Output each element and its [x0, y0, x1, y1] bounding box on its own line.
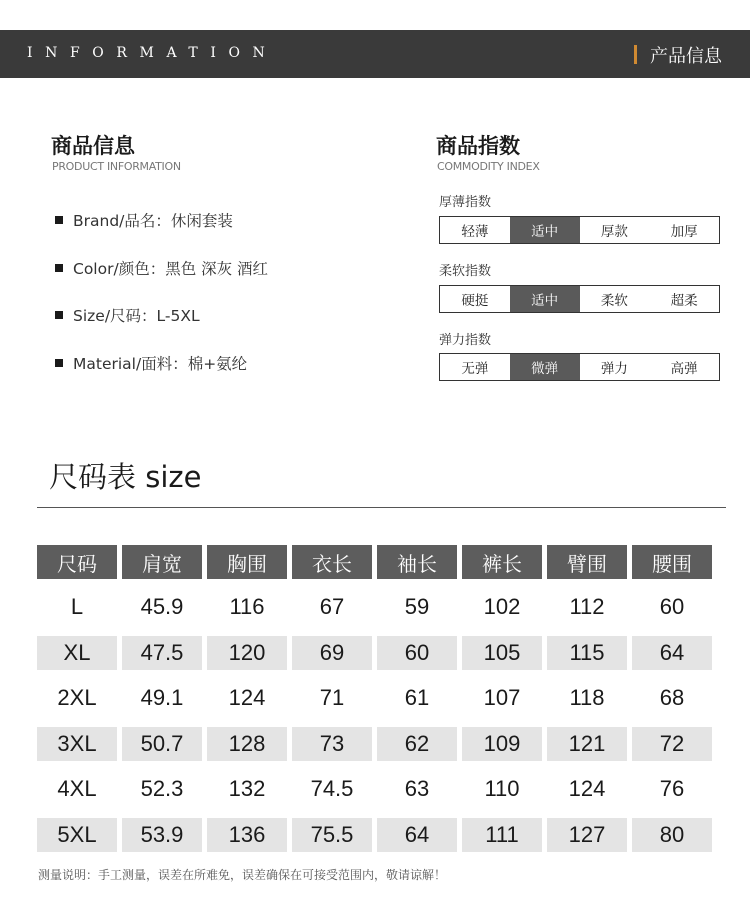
table-value-cell: 121	[547, 727, 627, 761]
info-item-text: Brand/品名：休闲套装	[73, 212, 233, 230]
index-option-selected: 微弹	[510, 354, 580, 380]
table-value-cell: 67	[319, 594, 345, 619]
table-value-cell: 45.9	[140, 594, 184, 619]
table-value-cell: 124	[228, 685, 266, 710]
table-value-cell: 59	[404, 594, 430, 619]
table-value-cell: 112	[569, 594, 605, 619]
index-option: 高弹	[670, 361, 698, 377]
measurement-note: 测量说明：手工测量，误差在所难免，误差确保在可接受范围内，敬请谅解！	[38, 868, 447, 882]
elasticity-index-scale	[439, 353, 720, 381]
table-value-cell: 127	[547, 818, 627, 852]
table-value-cell: 80	[632, 818, 712, 852]
index-option: 厚款	[600, 224, 628, 240]
info-item-size	[55, 304, 200, 326]
table-value-cell: 128	[207, 727, 287, 761]
table-value-cell: 116	[229, 594, 265, 619]
index-option-selected: 适中	[510, 286, 580, 312]
elasticity-index-label: 弹力指数	[439, 333, 492, 348]
info-item-brand	[55, 209, 233, 231]
table-value-cell: 63	[404, 776, 430, 801]
index-option: 轻薄	[461, 224, 489, 240]
table-value-cell: 68	[659, 685, 685, 710]
table-header-cell: 裤长	[462, 545, 542, 579]
table-size-cell: 4XL	[57, 776, 97, 801]
banner-information-text: INFORMATION	[27, 45, 278, 61]
index-option: 柔软	[600, 293, 628, 309]
softness-index-label: 柔软指数	[439, 264, 492, 279]
table-value-cell: 52.3	[140, 776, 184, 801]
index-option: 无弹	[461, 361, 489, 377]
table-value-cell: 109	[462, 727, 542, 761]
table-value-cell: 75.5	[292, 818, 372, 852]
index-option-selected: 适中	[510, 217, 580, 243]
table-value-cell: 115	[547, 636, 627, 670]
table-value-cell: 71	[319, 685, 345, 710]
table-value-cell: 110	[484, 776, 520, 801]
product-info-title: 商品信息	[51, 134, 135, 158]
table-size-cell: 3XL	[37, 727, 117, 761]
size-chart-title: 尺码表 size	[49, 460, 202, 494]
table-value-cell: 49.1	[140, 685, 184, 710]
bullet-square-icon	[55, 264, 63, 272]
table-header-cell: 袖长	[377, 545, 457, 579]
table-value-cell: 60	[377, 636, 457, 670]
index-option: 硬挺	[461, 293, 489, 309]
table-size-cell: 2XL	[57, 685, 97, 710]
info-item-color	[55, 257, 268, 279]
table-value-cell: 53.9	[122, 818, 202, 852]
table-header-cell: 胸围	[207, 545, 287, 579]
thickness-index-scale	[439, 216, 720, 244]
size-chart-divider	[37, 507, 726, 508]
table-header-cell: 腰围	[632, 545, 712, 579]
commodity-index-subtitle: COMMODITY INDEX	[437, 160, 540, 173]
table-value-cell: 111	[462, 818, 542, 852]
table-value-cell: 72	[632, 727, 712, 761]
info-item-text: Material/面料：棉+氨纶	[73, 355, 248, 373]
table-size-cell: 5XL	[37, 818, 117, 852]
table-value-cell: 102	[483, 594, 521, 619]
banner-title: 产品信息	[650, 46, 722, 67]
table-value-cell: 61	[404, 685, 430, 710]
table-value-cell: 120	[207, 636, 287, 670]
table-size-cell: L	[70, 594, 84, 619]
bullet-square-icon	[55, 359, 63, 367]
table-value-cell: 73	[292, 727, 372, 761]
info-item-text: Color/颜色：黑色 深灰 酒红	[73, 260, 269, 278]
softness-index-scale	[439, 285, 720, 313]
table-value-cell: 136	[207, 818, 287, 852]
table-value-cell: 64	[377, 818, 457, 852]
table-value-cell: 64	[632, 636, 712, 670]
index-option: 弹力	[600, 361, 628, 377]
info-item-text: Size/尺码：L-5XL	[73, 307, 200, 325]
table-value-cell: 60	[659, 594, 685, 619]
table-value-cell: 62	[377, 727, 457, 761]
table-value-cell: 124	[568, 776, 606, 801]
table-value-cell: 69	[292, 636, 372, 670]
header-banner	[0, 30, 750, 78]
table-value-cell: 50.7	[122, 727, 202, 761]
table-value-cell: 107	[483, 685, 521, 710]
table-value-cell: 105	[462, 636, 542, 670]
table-header-cell: 臂围	[547, 545, 627, 579]
index-option: 超柔	[670, 293, 698, 309]
table-value-cell: 74.5	[310, 776, 354, 801]
table-value-cell: 118	[569, 685, 605, 710]
table-value-cell: 47.5	[122, 636, 202, 670]
table-size-cell: XL	[37, 636, 117, 670]
info-item-material	[55, 352, 247, 374]
thickness-index-label: 厚薄指数	[439, 195, 492, 210]
bullet-square-icon	[55, 311, 63, 319]
index-option: 加厚	[670, 224, 698, 240]
bullet-square-icon	[55, 216, 63, 224]
table-header-cell: 肩宽	[122, 545, 202, 579]
commodity-index-title: 商品指数	[436, 134, 520, 158]
table-header-cell: 衣长	[292, 545, 372, 579]
table-header-cell: 尺码	[37, 545, 117, 579]
table-value-cell: 132	[228, 776, 266, 801]
banner-accent-bar	[634, 45, 637, 64]
product-info-subtitle: PRODUCT INFORMATION	[52, 160, 181, 173]
table-value-cell: 76	[659, 776, 685, 801]
